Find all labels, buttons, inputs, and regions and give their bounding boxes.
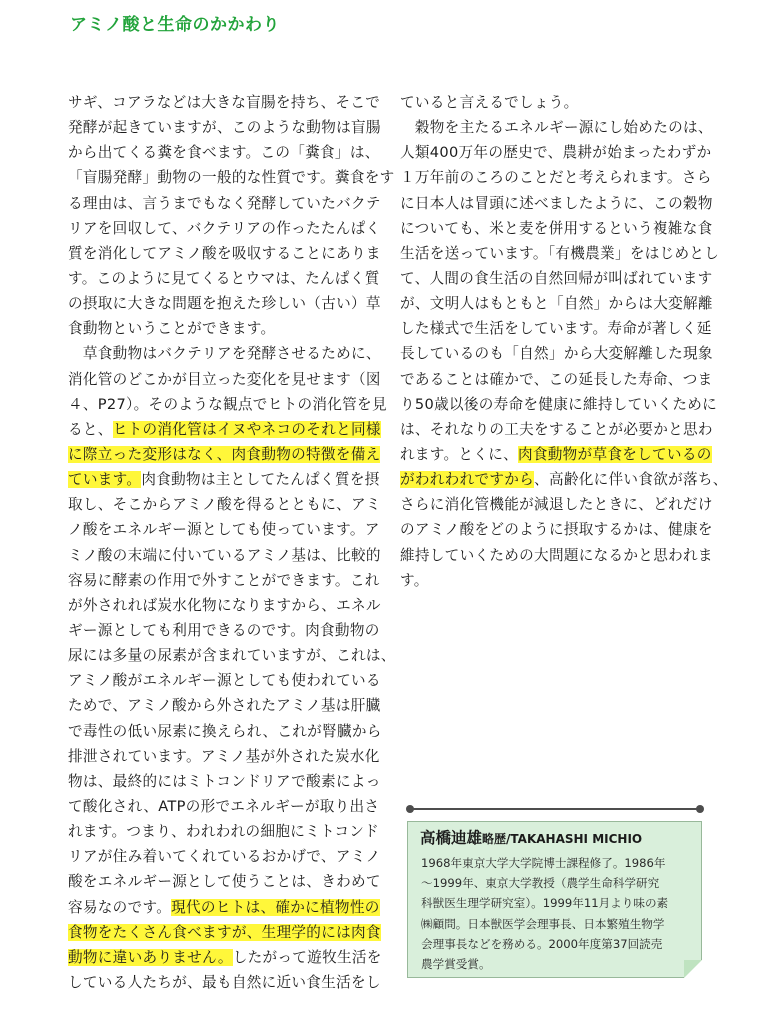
author-bio-text xyxy=(421,853,668,974)
text-line xyxy=(68,794,380,819)
text-line xyxy=(68,341,381,366)
text-segment: で毒性の低い尿素に換えられ、これが腎臓から xyxy=(68,722,382,740)
text-line xyxy=(68,693,381,718)
text-line xyxy=(400,140,712,165)
text-segment: ていると言えるでしょう。 xyxy=(400,94,579,111)
text-line xyxy=(400,266,713,291)
text-segment: 食動物ということができます。 xyxy=(68,320,276,338)
text-segment: は、それなりの工夫をすることが必要かと思わ xyxy=(400,420,713,438)
author-bio-box xyxy=(407,821,702,978)
author-romaji: /TAKAHASHI MICHIO xyxy=(506,832,643,846)
text-line xyxy=(68,719,382,744)
text-segment: リアを回収して、バクテリアの作ったたんぱく xyxy=(68,219,381,237)
text-segment: 、高齢化に伴い食欲が落ち、 xyxy=(534,471,728,489)
text-line xyxy=(68,367,381,392)
text-segment: から出てくる糞を食べます。この「糞食」は、 xyxy=(68,144,380,162)
text-segment: した様式で生活をしています。寿命が著しく延 xyxy=(400,320,712,338)
text-line xyxy=(400,191,713,216)
text-line xyxy=(400,115,713,140)
text-segment: であることは確かで、この延長した寿命、つま xyxy=(400,370,713,388)
text-line xyxy=(68,895,380,920)
text-segment: したがって遊牧生活を xyxy=(232,948,382,966)
text-segment: さらに消化管機能が減退したときに、どれだけ xyxy=(400,496,713,514)
text-line xyxy=(68,769,381,794)
text-segment: す。 xyxy=(400,571,429,589)
author-name-line xyxy=(420,826,642,848)
text-segment: 取し、そこからアミノ酸を得るとともに、アミ xyxy=(68,496,381,514)
divider-dot-left xyxy=(406,805,414,813)
text-line xyxy=(68,593,381,618)
text-segment: り50歳以後の寿命を健康に維持していくために xyxy=(400,395,718,413)
text-line xyxy=(68,266,380,291)
text-line xyxy=(68,819,380,844)
text-line xyxy=(68,442,381,467)
text-segment: ミノ酸の末端に付いているアミノ基は、比較的 xyxy=(68,546,381,564)
text-segment: ノ酸をエネルギー源としても使っています。ア xyxy=(68,521,380,539)
text-line xyxy=(400,216,713,241)
text-line xyxy=(400,241,720,266)
text-line xyxy=(68,618,380,643)
text-segment: １万年前のころのことだと考えられます。さら xyxy=(400,169,712,187)
text-segment: 排泄されています。アミノ基が外された炭水化 xyxy=(68,747,380,765)
text-segment: て酸化され、ATPの形でエネルギーが取り出さ xyxy=(68,797,380,815)
text-segment: している人たちが、最も自然に近い食生活をし xyxy=(68,973,381,991)
text-segment: て、人間の食生活の自然回帰が叫ばれています xyxy=(400,269,713,287)
text-segment: 尿には多量の尿素が含まれていますが、これは、 xyxy=(68,647,396,665)
text-line xyxy=(68,392,387,417)
highlighted-text: ています。 xyxy=(68,471,142,489)
text-line xyxy=(68,191,381,216)
text-segment: のアミノ酸をどのように摂取するかは、健康を xyxy=(400,521,713,539)
text-line xyxy=(68,920,381,945)
text-line xyxy=(68,165,395,190)
bio-line: 1968年東京大学大学院博士課程修了。1986年 xyxy=(421,856,666,870)
text-segment: が、文明人はもともと「自然」からは大変解離 xyxy=(400,295,713,313)
text-segment: 草食動物はバクテリアを発酵させるために、 xyxy=(68,345,381,363)
text-segment: 容易に酵素の作用で外すことができます。これ xyxy=(68,571,380,589)
text-line xyxy=(400,90,706,115)
text-line xyxy=(68,517,380,542)
text-line xyxy=(68,241,381,266)
bio-divider xyxy=(410,808,700,810)
text-line xyxy=(400,316,712,341)
text-segment: 容易なのです。 xyxy=(68,898,172,916)
text-line xyxy=(68,568,380,593)
text-segment: に日本人は冒頭に述べましたように、この穀物 xyxy=(400,194,713,212)
text-segment: ギー源としても利用できるのです。肉食動物の xyxy=(68,621,380,639)
highlighted-text: 動物に違いありません。 xyxy=(68,948,233,966)
text-line xyxy=(68,543,381,568)
text-line xyxy=(400,291,713,316)
text-line xyxy=(400,467,728,492)
text-line xyxy=(400,392,718,417)
text-line xyxy=(68,140,380,165)
text-line xyxy=(68,90,381,115)
text-line xyxy=(400,568,706,593)
bio-line: 〜1999年、東京大学教授（農学生命科学研究 xyxy=(421,876,660,891)
bio-line: 科獣医生理学研究室）。1999年11月より味の素 xyxy=(421,896,669,911)
text-segment: 長しているのも「自然」から大変解離した現象 xyxy=(400,345,713,363)
text-line xyxy=(68,291,381,316)
text-line xyxy=(400,442,712,467)
text-line xyxy=(400,517,713,542)
divider-dot-right xyxy=(696,805,704,813)
bio-line: ㈱顧問。日本獣医学会理事長、日本繁殖生物学 xyxy=(421,916,665,931)
text-segment: 物は、最終的にはミトコンドリアで酸素によっ xyxy=(68,772,381,790)
text-segment: ４、P27）。そのような観点でヒトの消化管を見 xyxy=(68,395,387,413)
author-name: 高橋迪雄 xyxy=(420,829,483,847)
text-line xyxy=(68,643,396,668)
text-segment: 維持していくための大問題になるかと思われま xyxy=(400,546,713,564)
text-segment: 穀物を主たるエネルギー源にし始めたのは、 xyxy=(400,119,713,137)
text-line xyxy=(68,467,380,492)
text-segment: の摂取に大きな問題を抱えた珍しい（古い）草 xyxy=(68,295,381,313)
text-segment: る理由は、言うまでもなく発酵していたバクテ xyxy=(68,194,381,212)
bio-line: 会理事長などを務める。2000年度第37回読売 xyxy=(421,936,663,951)
article-column-right xyxy=(400,90,728,593)
text-line xyxy=(68,869,381,894)
text-line xyxy=(68,115,381,140)
text-line xyxy=(68,216,381,241)
text-segment: す。このように見てくるとウマは、たんぱく質 xyxy=(68,269,380,287)
text-segment: 生活を送っています。「有機農業」をはじめとし xyxy=(400,244,720,262)
text-segment: れます。つまり、われわれの細胞にミトコンド xyxy=(68,823,380,841)
text-line xyxy=(68,668,381,693)
highlighted-text: に際立った変形はなく、肉食動物の特徴を備え xyxy=(68,445,381,463)
highlighted-text: 肉食動物が草食をしているの xyxy=(517,445,712,463)
text-segment: 消化管のどこかが目立った変化を見せます（図 xyxy=(68,370,381,388)
highlighted-text: 食物をたくさん食べますが、生理学的には肉食 xyxy=(68,923,381,941)
text-segment: アミノ酸がエネルギー源としても使われている xyxy=(68,672,381,690)
text-segment: 肉食動物は主としてたんぱく質を摂 xyxy=(141,471,380,489)
text-segment: 人類400万年の歴史で、農耕が始まったわずか xyxy=(400,144,712,162)
text-line xyxy=(68,970,381,995)
page-fold-corner xyxy=(684,960,702,978)
text-line xyxy=(400,165,712,190)
text-line xyxy=(68,844,381,869)
text-line xyxy=(68,417,381,442)
text-line xyxy=(400,492,713,517)
bio-line: 農学賞受賞。 xyxy=(421,956,491,971)
text-line xyxy=(68,316,377,341)
text-segment: リアが住み着いてくれているおかげで、アミノ xyxy=(68,848,381,866)
text-segment: 酸をエネルギー源として使うことは、きわめて xyxy=(68,873,381,891)
section-title: アミノ酸と生命のかかわり xyxy=(70,15,280,35)
highlighted-text: ヒトの消化管はイヌやネコのそれと同様 xyxy=(112,420,381,438)
text-segment: サギ、コアラなどは大きな盲腸を持ち、そこで xyxy=(68,94,381,111)
bio-label: 略歴 xyxy=(482,832,507,846)
text-line xyxy=(68,492,381,517)
text-segment: が外されれば炭水化物になりますから、エネル xyxy=(68,596,381,614)
text-line xyxy=(400,543,713,568)
text-segment: ると、 xyxy=(68,420,113,438)
text-segment: 発酵が起きていますが、このような動物は盲腸 xyxy=(68,119,381,137)
highlighted-text: がわれわれですから xyxy=(400,471,535,489)
text-line xyxy=(400,341,713,366)
text-segment: れます。とくに、 xyxy=(400,445,518,463)
text-line xyxy=(68,945,382,970)
text-line xyxy=(400,367,713,392)
article-column-left xyxy=(68,90,396,995)
text-line xyxy=(400,417,713,442)
text-segment: 質を消化してアミノ酸を吸収することにありま xyxy=(68,244,381,262)
text-segment: ためで、アミノ酸から外されたアミノ基は肝臓 xyxy=(68,697,381,715)
highlighted-text: 現代のヒトは、確かに植物性の xyxy=(171,898,380,916)
text-line xyxy=(68,744,380,769)
text-segment: についても、米と麦を併用するという複雑な食 xyxy=(400,219,713,237)
text-segment: 「盲腸発酵」動物の一般的な性質です。糞食をす xyxy=(68,169,395,187)
